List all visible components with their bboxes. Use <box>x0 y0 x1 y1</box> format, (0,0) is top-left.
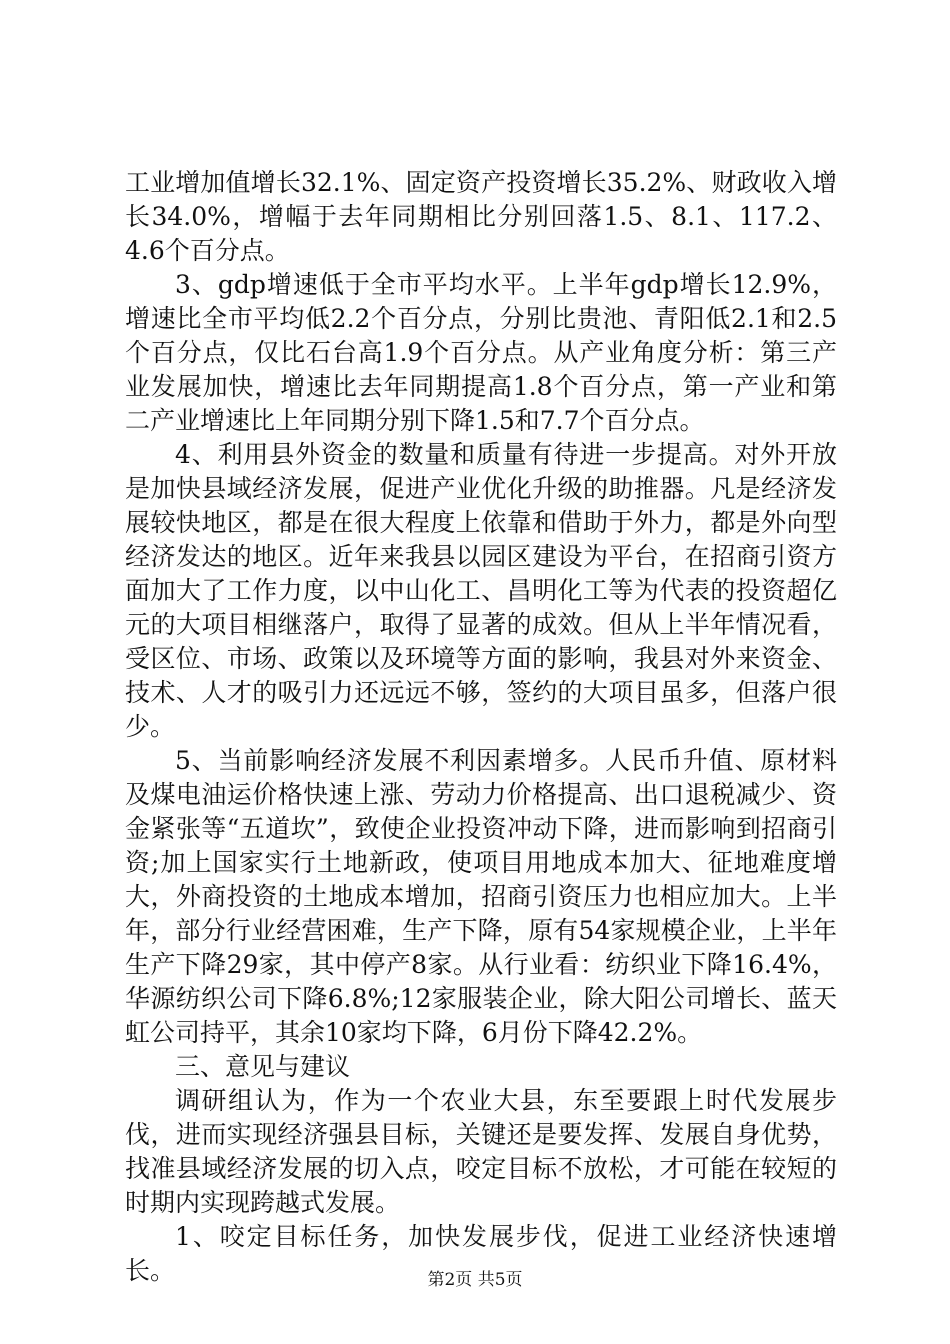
page-footer <box>0 1270 950 1290</box>
paragraph-continuation: 工业增加值增长32.1%、固定资产投资增长35.2%、财政收入增长34.0%，增幅于去年同期相比分别回落1.5、8.1、117.2、4.6个百分点。 <box>125 168 837 265</box>
section-heading-suggestions: 三、意见与建议 <box>175 1052 351 1081</box>
document-body <box>125 166 837 1288</box>
paragraph-item-1: 1、咬定目标任务，加快发展步伐，促进工业经济快速增长。 <box>125 1222 837 1285</box>
paragraph-external-funds: 4、利用县外资金的数量和质量有待进一步提高。对外开放是加快县域经济发展，促进产业优化升级的助推器。凡是经济发展较快地区，都是在很大程度上依靠和借助于外力，都是外向型经济发达的地区。近年来我县以园区建设为平台，在招商引资方面加大了工作力度，以中山化工、昌明化工等为代表的投资超亿元的大项目相继落户，取得了显著的成效。但从上半年情况看，受区位、市场、政策以及环境等方面的影响，我县对外来资金、技术、人才的吸引力还远远不够，签约的大项目虽多，但落户很少。 <box>125 440 837 741</box>
paragraph-research-opinion: 调研组认为，作为一个农业大县，东至要跟上时代发展步伐，进而实现经济强县目标，关键还是要发挥、发展自身优势，找准县域经济发展的切入点，咬定目标不放松，才可能在较短的时期内实现跨越式发展。 <box>125 1086 837 1217</box>
paragraph-unfavorable-factors: 5、当前影响经济发展不利因素增多。人民币升值、原材料及煤电油运价格快速上涨、劳动力价格提高、出口退税减少、资金紧张等“五道坎”，致使企业投资冲动下降，进而影响到招商引资;加上国家实行土地新政，使项目用地成本加大、征地难度增大，外商投资的土地成本增加，招商引资压力也相应加大。上半年，部分行业经营困难，生产下降，原有54家规模企业，上半年生产下降29家，其中停产8家。从行业看：纺织业下降16.4%，华源纺织公司下降6.8%;12家服装企业，除大阳公司增长、蓝天虹公司持平，其余10家均下降，6月份下降42.2%。 <box>125 746 837 1047</box>
page-number-label: 第2页 共5页 <box>427 1270 523 1290</box>
paragraph-gdp-growth: 3、gdp增速低于全市平均水平。上半年gdp增长12.9%，增速比全市平均低2.2个百分点，分别比贵池、青阳低2.1和2.5个百分点，仅比石台高1.9个百分点。从产业角度分析：第三产业发展加快，增速比去年同期提高1.8个百分点，第一产业和第二产业增速比上年同期分别下降1.5和7.7个百分点。 <box>125 270 837 435</box>
